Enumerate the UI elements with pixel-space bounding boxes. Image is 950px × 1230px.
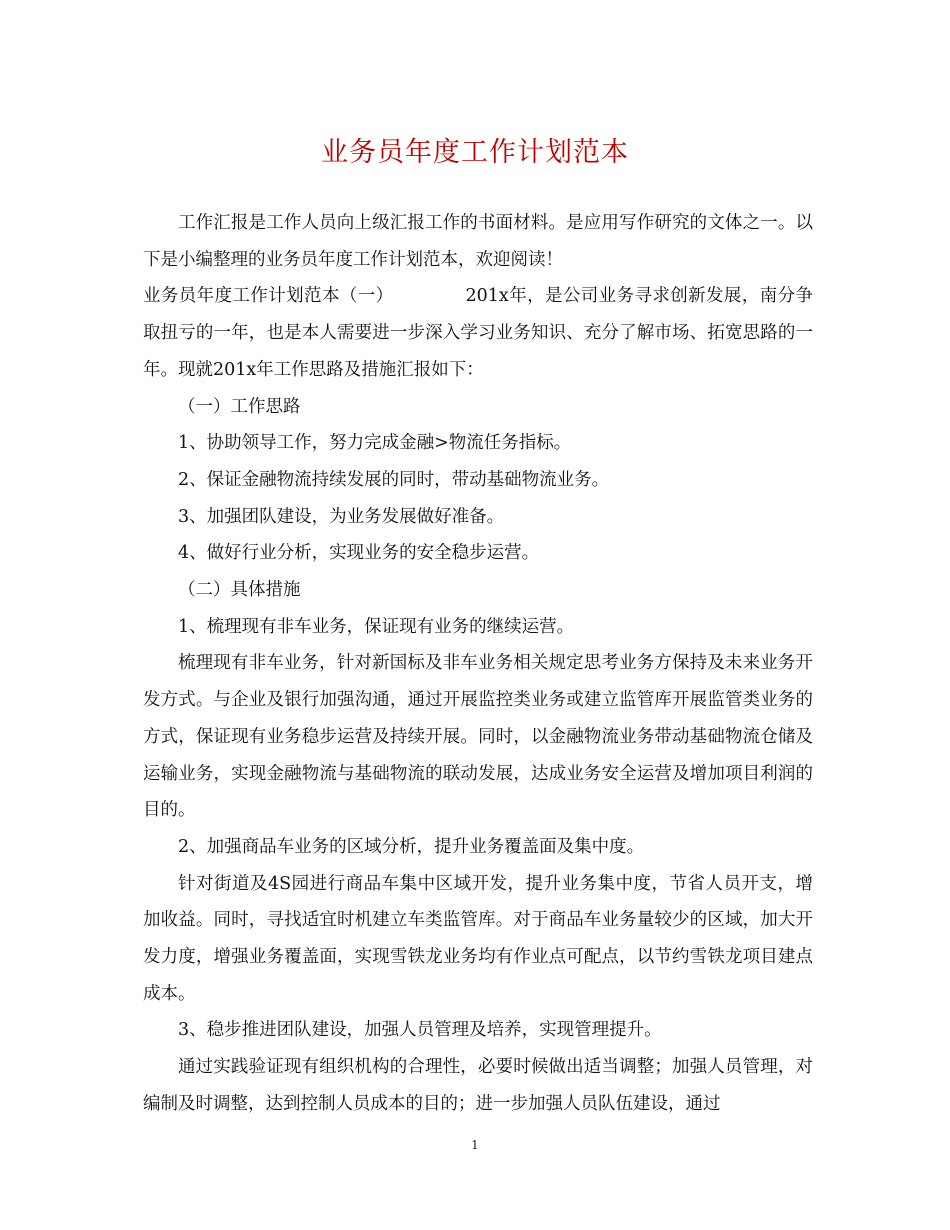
document-body xyxy=(143,205,813,1123)
part2-heading: （二）具体措施 xyxy=(178,580,301,601)
section-one-heading: 业务员年度工作计划范本（一） xyxy=(143,286,394,307)
section-one-paragraph xyxy=(143,278,813,388)
measure2-heading: 2、加强商品车业务的区域分析，提升业务覆盖面及集中度。 xyxy=(178,836,645,857)
page-number: 1 xyxy=(471,1138,479,1152)
idea-item: 4、做好行业分析，实现业务的安全稳步运营。 xyxy=(178,543,540,564)
idea-item: 3、加强团队建设，为业务发展做好准备。 xyxy=(178,506,505,527)
idea-item: 1、协助领导工作，努力完成金融>物流任务指标。 xyxy=(178,433,572,454)
intro-paragraph: 工作汇报是工作人员向上级汇报工作的书面材料。是应用写作研究的文体之一。以下是小编整理的业务员年度工作计划范本，欢迎阅读！ xyxy=(143,213,813,270)
measure2-body: 针对街道及4S园进行商品车集中区域开发，提升业务集中度，节省人员开支，增加收益。同时，寻找适宜时机建立车类监管库。对于商品车业务量较少的区域，加大开发力度，增强业务覆盖面，实现雪铁龙业务均有作业点可配点，以节约雪铁龙项目建点成本。 xyxy=(143,873,813,1004)
idea-item: 2、保证金融物流持续发展的同时，带动基础物流业务。 xyxy=(178,469,610,490)
part1-heading: （一）工作思路 xyxy=(178,396,301,417)
measure1-body: 梳理现有非车业务，针对新国标及非车业务相关规定思考业务方保持及未来业务开发方式。与企业及银行加强沟通，通过开展监控类业务或建立监管库开展监管类业务的方式，保证现有业务稳步运营及持续开展。同时，以金融物流业务带动基础物流仓储及运输业务，实现金融物流与基础物流的联动发展，达成业务安全运营及增加项目利润的目的。 xyxy=(143,653,813,821)
document-title: 业务员年度工作计划范本 xyxy=(321,137,629,168)
measure3-body: 通过实践验证现有组织机构的合理性，必要时候做出适当调整；加强人员管理，对编制及时调整，达到控制人员成本的目的；进一步加强人员队伍建设，通过 xyxy=(143,1057,813,1114)
section-one-lead: 201x年，是公司业务寻求创新发展，南分争取扭亏的一年，也是本人需要进一步深入学习业务知识、充分了解市场、拓宽思路的一年。现就201x年工作思路及措施汇报如下： xyxy=(143,286,814,380)
measure1-heading: 1、梳理现有非车业务，保证现有业务的继续运营。 xyxy=(178,616,575,637)
measure3-heading: 3、稳步推进团队建设，加强人员管理及培养，实现管理提升。 xyxy=(178,1020,662,1041)
